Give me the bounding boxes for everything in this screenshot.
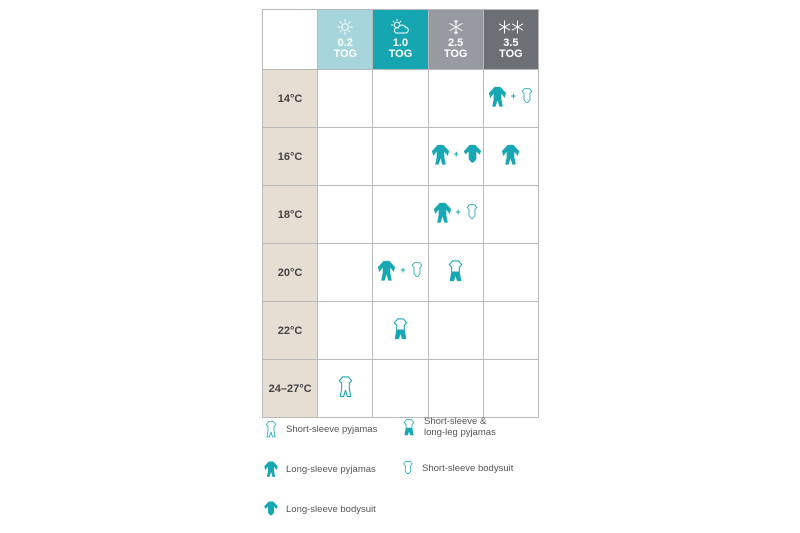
snowflake-icon <box>448 19 464 35</box>
header-tog-0.2 <box>318 10 373 70</box>
long-sleeve-pyjamas-icon <box>429 143 452 166</box>
clothing-combo <box>444 259 467 282</box>
long-sleeve-pyjamas-icon <box>486 85 509 108</box>
clothing-combo <box>499 143 522 166</box>
tog-guide-table <box>262 9 539 418</box>
long-sleeve-pyjamas-icon <box>262 460 280 478</box>
tog-unit: TOG <box>388 48 413 60</box>
tog-value: 2.5 <box>448 37 464 49</box>
legend-label: Short-sleeve pyjamas <box>286 423 378 435</box>
grid-cell <box>428 186 483 244</box>
clothing-combo <box>389 317 412 340</box>
legend-short-sleeve-pyjamas <box>262 420 377 438</box>
sun-icon <box>337 19 353 35</box>
clothing-combo <box>429 143 484 166</box>
grid-cell <box>428 70 483 128</box>
legend-long-sleeve-bodysuit <box>262 500 376 518</box>
temperature-cell: 16°C <box>263 128 318 186</box>
temperature-cell: 14°C <box>263 70 318 128</box>
grid-cell <box>318 360 373 418</box>
plus-sign: + <box>455 207 461 217</box>
grid-cell <box>318 302 373 360</box>
header-tog-1.0 <box>373 10 428 70</box>
grid-row <box>263 244 539 302</box>
partly-cloudy-icon <box>390 19 410 35</box>
legend-label: Long-sleeve bodysuit <box>286 503 376 515</box>
grid-row <box>263 360 539 418</box>
legend-label <box>424 416 496 438</box>
short-sleeve-long-leg-pyjamas-icon <box>389 317 412 340</box>
clothing-combo <box>431 201 481 224</box>
short-sleeve-pyjamas-icon <box>334 375 357 398</box>
grid-cell <box>483 360 538 418</box>
grid-cell <box>483 128 538 186</box>
short-sleeve-pyjamas-icon <box>262 420 280 438</box>
plus-sign: + <box>510 91 516 101</box>
long-sleeve-bodysuit-icon <box>262 500 280 518</box>
short-sleeve-bodysuit-icon <box>408 261 426 279</box>
tog-unit: TOG <box>333 48 358 60</box>
grid-row <box>263 128 539 186</box>
legend-label-line-2: long-leg pyjamas <box>424 427 496 438</box>
grid-cell <box>318 70 373 128</box>
clothing-combo <box>334 375 357 398</box>
header-tog-2.5 <box>428 10 483 70</box>
grid-cell <box>483 244 538 302</box>
temperature-cell: 22°C <box>263 302 318 360</box>
long-sleeve-pyjamas-icon <box>375 259 398 282</box>
header-tog-3.5 <box>483 10 538 70</box>
legend-label: Short-sleeve bodysuit <box>422 462 514 474</box>
grid-cell <box>373 186 428 244</box>
long-sleeve-pyjamas-icon <box>431 201 454 224</box>
clothing-combo <box>486 85 536 108</box>
grid-cell <box>428 244 483 302</box>
grid-cell <box>428 128 483 186</box>
grid-cell <box>373 128 428 186</box>
grid-cell <box>483 302 538 360</box>
legend-short-sleeve-long-leg-pyjamas <box>400 416 496 438</box>
grid-cell <box>428 302 483 360</box>
tog-value: 1.0 <box>392 37 409 49</box>
short-sleeve-bodysuit-icon <box>518 87 536 105</box>
grid-cell <box>373 302 428 360</box>
grid-cell <box>483 186 538 244</box>
plus-sign: + <box>400 265 406 275</box>
short-sleeve-long-leg-pyjamas-icon <box>444 259 467 282</box>
legend-short-sleeve-bodysuit <box>400 460 513 476</box>
grid-cell <box>318 128 373 186</box>
tog-value: 0.2 <box>337 37 353 49</box>
tog-value: 3.5 <box>503 37 519 49</box>
grid-cell <box>428 360 483 418</box>
clothing-combo <box>375 259 425 282</box>
plus-sign: + <box>453 149 459 159</box>
legend <box>262 416 562 526</box>
temperature-cell: 20°C <box>263 244 318 302</box>
grid-cell <box>373 70 428 128</box>
legend-long-sleeve-pyjamas <box>262 460 376 478</box>
grid-cell <box>483 70 538 128</box>
short-sleeve-bodysuit-icon <box>400 460 416 476</box>
short-sleeve-long-leg-pyjamas-icon <box>400 418 418 436</box>
long-sleeve-pyjamas-icon <box>499 143 522 166</box>
grid-body <box>263 70 539 418</box>
header-row <box>263 10 539 70</box>
temperature-cell: 24–27°C <box>263 360 318 418</box>
tog-unit: TOG <box>443 48 468 60</box>
temperature-cell: 18°C <box>263 186 318 244</box>
legend-label: Long-sleeve pyjamas <box>286 463 376 475</box>
grid-cell <box>318 186 373 244</box>
grid-cell <box>318 244 373 302</box>
grid-row <box>263 302 539 360</box>
double-snowflake-icon <box>498 19 524 35</box>
grid-row <box>263 70 539 128</box>
grid-cell <box>373 244 428 302</box>
long-sleeve-bodysuit-icon <box>461 143 484 166</box>
tog-unit: TOG <box>499 48 523 60</box>
grid-row <box>263 186 539 244</box>
grid-cell <box>373 360 428 418</box>
corner-cell <box>263 10 318 70</box>
short-sleeve-bodysuit-icon <box>463 203 481 221</box>
legend-label-line-1: Short-sleeve & <box>424 416 487 427</box>
